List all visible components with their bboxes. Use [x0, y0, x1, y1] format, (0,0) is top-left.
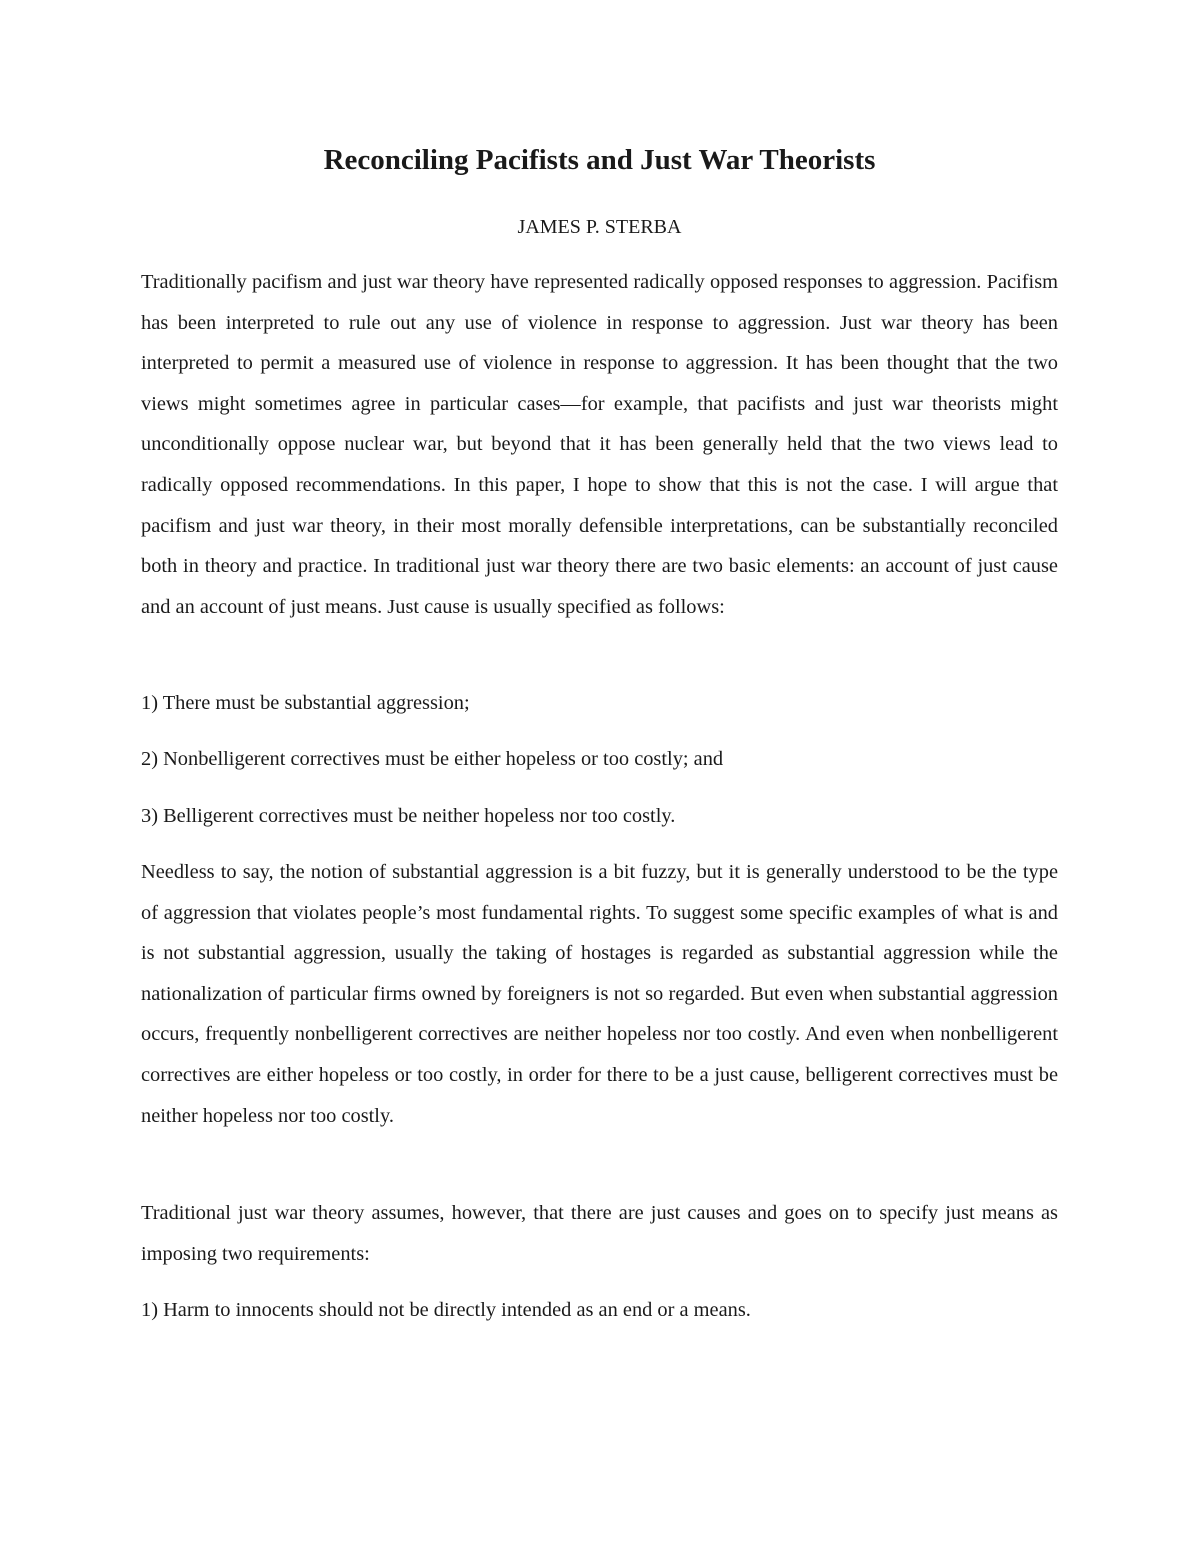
- paragraph-intro: Traditionally pacifism and just war theory have represented radically opposed responses to aggression. Pacifism has been interpreted to rule out any use of violence in response to aggression. Just war theory has been interpreted to permit a measured use of violence in response to aggression. It has been thought that the two views might sometimes agree in particular cases—for example, that pacifists and just war theorists might unconditionally oppose nuclear war, but beyond that it has been generally held that the two views lead to radically opposed recommendations. In this paper, I hope to show that this is not the case. I will argue that pacifism and just war theory, in their most morally defensible interpretations, can be substantially reconciled both in theory and practice. In traditional just war theory there are two basic elements: an account of just cause and an account of just means. Just cause is usually specified as follows:: [141, 271, 1058, 618]
- just-cause-item-1: 1) There must be substantial aggression;: [141, 692, 470, 714]
- just-cause-item-3: 3) Belligerent correctives must be neither hopeless nor too costly.: [141, 805, 676, 827]
- just-cause-item-2: 2) Nonbelligerent correctives must be either hopeless or too costly; and: [141, 748, 724, 770]
- just-means-item-1: 1) Harm to innocents should not be directly intended as an end or a means.: [141, 1299, 751, 1321]
- document-title: Reconciling Pacifists and Just War Theorists: [323, 144, 876, 176]
- author-name: JAMES P. STERBA: [517, 216, 682, 238]
- paragraph-substantial-aggression: Needless to say, the notion of substantial aggression is a bit fuzzy, but it is generally understood to be the type of aggression that violates people’s most fundamental rights. To suggest some specific examples of what is and is not substantial aggression, usually the taking of hostages is regarded as substantial aggression while the nationalization of particular firms owned by foreigners is not so regarded. But even when substantial aggression occurs, frequently nonbelligerent correctives are neither hopeless nor too costly. And even when nonbelligerent correctives are either hopeless or too costly, in order for there to be a just cause, belligerent correctives must be neither hopeless nor too costly.: [141, 861, 1058, 1127]
- paragraph-just-means: Traditional just war theory assumes, however, that there are just causes and goes on to specify just means as imposing two requirements:: [141, 1202, 1058, 1265]
